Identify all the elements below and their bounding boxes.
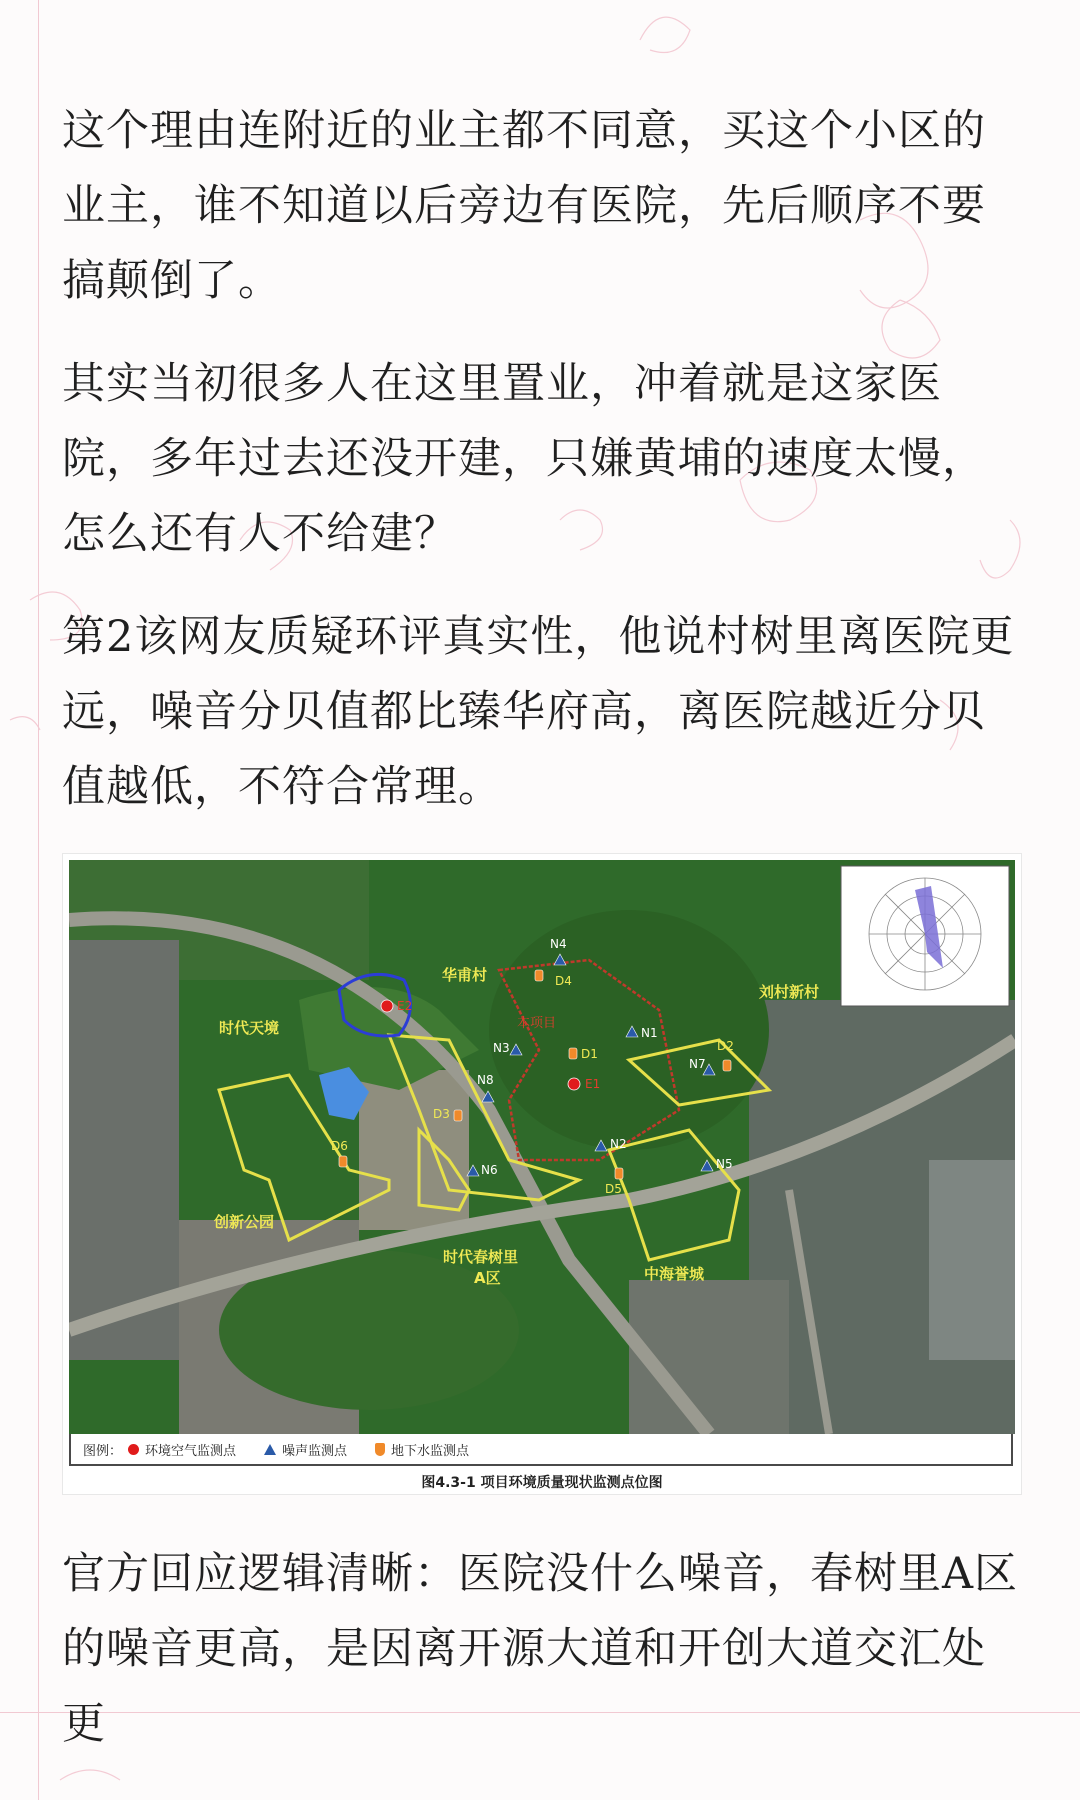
label-ben-xiangmu: 本项目 [517, 1016, 557, 1031]
paragraph-3: 第2该网友质疑环评真实性，他说村树里离医院更远，噪音分贝值都比臻华府高，离医院越近分贝值越低，不符合常理。 [62, 612, 1015, 812]
margin-line [38, 0, 39, 1800]
marker-n2: N2 [610, 1137, 627, 1151]
label-a-qu: A区 [474, 1269, 501, 1287]
marker-n8: N8 [477, 1073, 494, 1087]
legend-noise [264, 1440, 353, 1459]
legend-air [128, 1440, 242, 1459]
marker-d4: D4 [555, 974, 572, 988]
map-legend [69, 1434, 1013, 1466]
marker-e1: E1 [585, 1077, 601, 1091]
monitoring-map-figure [62, 853, 1022, 1495]
label-chuangxin-gongyuan: 创新公园 [214, 1213, 275, 1231]
marker-d5: D5 [605, 1182, 622, 1196]
paragraph-2: 其实当初很多人在这里置业，冲着就是这家医院，多年过去还没开建，只嫌黄埔的速度太慢，怎么还有人不给建？ [62, 359, 986, 559]
marker-n3: N3 [493, 1041, 510, 1055]
article-body [62, 94, 1022, 1790]
air-dot-icon [128, 1444, 139, 1455]
groundwater-marker-icon [375, 1443, 385, 1456]
figure-caption: 图4.3-1 项目环境质量现状监测点位图 [421, 1475, 663, 1491]
marker-n6: N6 [481, 1163, 498, 1177]
legend-groundwater-label: 地下水监测点 [391, 1443, 470, 1459]
label-huafu-cun: 华甫村 [442, 966, 488, 984]
marker-d6: D6 [331, 1139, 348, 1153]
label-shidai-chunshuli: 时代春树里 [443, 1248, 519, 1266]
marker-n7: N7 [689, 1057, 706, 1071]
marker-n4: N4 [550, 937, 567, 951]
marker-n1: N1 [641, 1026, 658, 1040]
label-shidai-tianjing: 时代天境 [219, 1019, 280, 1037]
legend-title: 图例： [83, 1443, 123, 1459]
marker-d3: D3 [433, 1107, 450, 1121]
paragraph-4: 官方回应逻辑清晰：医院没什么噪音，春树里A区的噪音更高，是因离开源大道和开创大道交汇处更 [62, 1549, 1019, 1749]
legend-air-label: 环境空气监测点 [145, 1443, 237, 1459]
satellite-map [69, 860, 1015, 1434]
marker-d1: D1 [581, 1047, 598, 1061]
paragraph-1: 这个理由连附近的业主都不同意，买这个小区的业主，谁不知道以后旁边有医院，先后顺序不要搞颠倒了。 [62, 106, 986, 306]
marker-e2: E2 [397, 999, 413, 1013]
marker-d2: D2 [717, 1039, 734, 1053]
label-liucun-xincun: 刘村新村 [759, 983, 820, 1001]
legend-groundwater [375, 1440, 475, 1459]
label-zhonghai-yucheng: 中海誉城 [644, 1265, 705, 1283]
noise-triangle-icon [264, 1444, 276, 1455]
legend-noise-label: 噪声监测点 [282, 1443, 348, 1459]
marker-n5: N5 [716, 1157, 733, 1171]
